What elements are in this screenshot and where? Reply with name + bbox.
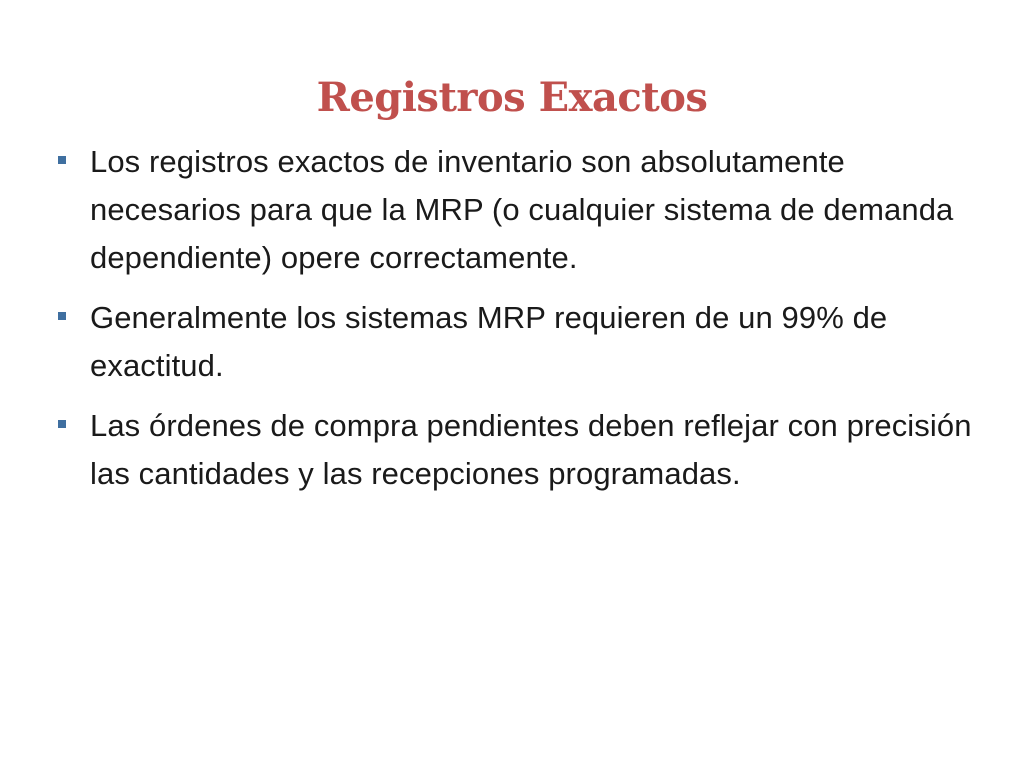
square-bullet-icon bbox=[58, 156, 66, 164]
square-bullet-icon bbox=[58, 420, 66, 428]
bullet-item-records-accuracy bbox=[56, 138, 976, 282]
bullet-text: Las órdenes de compra pendientes deben reflejar con precisión las cantidades y las recepciones programadas. bbox=[90, 408, 972, 491]
slide-title: Registros Exactos bbox=[316, 74, 708, 121]
bullet-text: Los registros exactos de inventario son absolutamente necesarios para que la MRP (o cualquier sistema de demanda dependiente) opere correctamente. bbox=[90, 144, 954, 275]
bullet-item-mrp-accuracy bbox=[56, 294, 976, 390]
bullet-text: Generalmente los sistemas MRP requieren de un 99% de exactitud. bbox=[90, 300, 888, 383]
bullet-list bbox=[56, 138, 976, 510]
bullet-item-purchase-orders bbox=[56, 402, 976, 498]
square-bullet-icon bbox=[58, 312, 66, 320]
